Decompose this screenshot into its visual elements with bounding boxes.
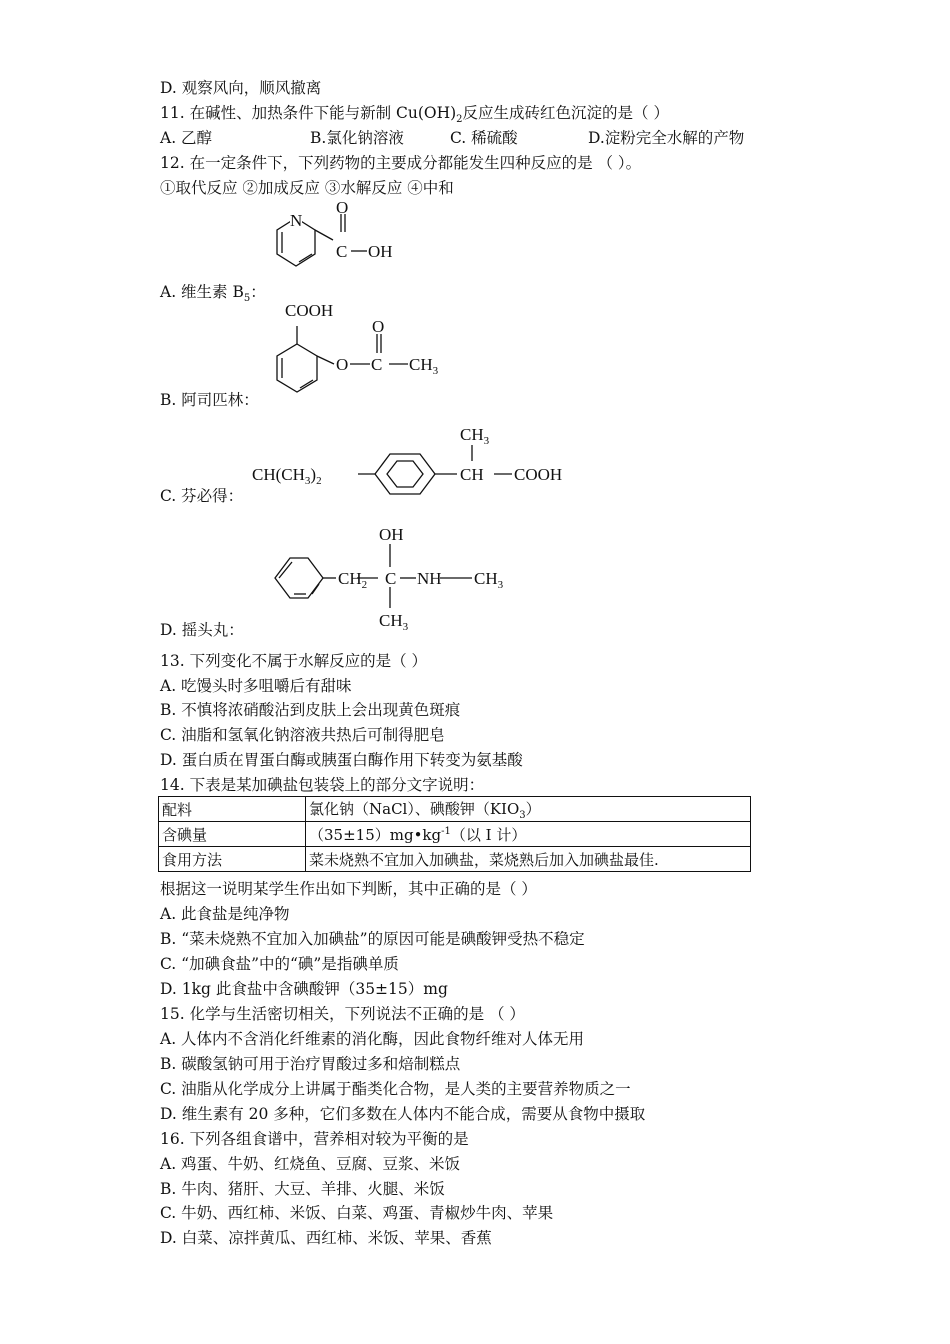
structure-a-vitamin [255,196,425,286]
table-cell-value: 菜未烧熟不宜加入加碘盐，菜烧熟后加入加碘盐最佳. [306,847,751,872]
q11-option-c: C. 稀硫酸 [450,129,518,147]
chem-ester-c: C [371,355,383,374]
chem-c-atom: C [336,242,348,261]
chem-central-c: C [385,569,397,588]
chem-nh: NH [417,569,442,588]
q11-option-d: D.淀粉完全水解的产物 [588,129,745,147]
q13-option-c: C. 油脂和氢氧化钠溶液共热后可制得肥皂 [160,726,445,744]
chem-cooh-group: COOH [285,301,334,320]
q12-stem: 12. 在一定条件下，下列药物的主要成分都能发生四种反应的是 （ ）。 [160,154,642,172]
chem-o-atom: O [336,198,349,217]
table-row [159,797,751,822]
salt-info-table [158,796,751,872]
q14-option-c: C. “加碘食盐”中的“碘”是指碘单质 [160,955,399,973]
q14-stem: 14. 下表是某加碘盐包装袋上的部分文字说明： [160,776,485,794]
chem-n-atom: N [290,211,303,230]
table-cell-key: 食用方法 [159,847,306,872]
q12-option-a-part1: A. 维生素 B [160,283,244,301]
chem-oh-group: OH [368,242,393,261]
table-cell-key: 配料 [159,797,306,822]
q13-stem: 13. 下列变化不属于水解反应的是（ ） [160,652,428,670]
table-row [159,822,751,847]
chem-top-methyl: $CH_3$ [460,425,490,447]
q16-option-d: D. 白菜、凉拌黄瓜、西红柿、米饭、苹果、香蕉 [160,1229,492,1247]
structure-d-compound [250,520,550,632]
q15-option-b: B. 碳酸氢钠可用于治疗胃酸过多和焙制糕点 [160,1055,461,1073]
q13-option-a: A. 吃馒头时多咀嚼后有甜味 [160,677,352,695]
chem-cooh: COOH [514,465,563,484]
structure-b-aspirin [255,296,465,408]
q11-stem-subscript: 2 [456,114,463,126]
table-cell-key: 含碘量 [159,822,306,847]
q14-option-d: D. 1kg 此食盐中含碘酸钾（35±15）mg [160,980,448,998]
q11-option-a: A. 乙醇 [160,129,213,147]
q16-option-a: A. 鸡蛋、牛奶、红烧鱼、豆腐、豆浆、米饭 [160,1155,461,1173]
q15-option-c: C. 油脂从化学成分上讲属于酯类化合物，是人类的主要营养物质之一 [160,1080,631,1098]
q11-stem [160,103,669,130]
q12-option-a [160,282,266,309]
q13-option-b: B. 不慎将浓硝酸沾到皮肤上会出现黄色斑痕 [160,701,461,719]
q11-stem-part2: 反应生成砖红色沉淀的是（ ） [462,104,669,122]
q15-stem: 15. 化学与生活密切相关，下列说法不正确的是 （ ） [160,1005,525,1023]
q16-option-c: C. 牛奶、西红柿、米饭、白菜、鸡蛋、青椒炒牛肉、苹果 [160,1204,554,1222]
table-row [159,847,751,872]
q12-option-a-part2: ： [250,283,266,301]
q11-stem-part1: 11. 在碱性、加热条件下能与新制 Cu(OH) [160,104,457,122]
q12-option-c: C. 芬必得： [160,487,244,505]
table-cell-value: 氯化钠（NaCl）、碘酸钾$(KIO_3)$ [306,797,751,822]
chem-methylene: $CH_2$ [338,569,368,591]
chem-isopropyl: $CH(CH_3)_2$ [252,465,322,487]
chem-c-methyl: $CH_3$ [379,611,409,632]
q10-option-d: D. 观察风向，顺风撤离 [160,79,322,97]
chem-carbonyl-o: O [372,317,385,336]
q16-stem: 16. 下列各组食谱中，营养相对较为平衡的是 [160,1130,469,1148]
q12-option-a-subscript: 5 [243,293,251,305]
table-cell-value: $(35\pm 15)mg•kg^{-1}$（以 I 计） [306,822,751,847]
chem-ch: CH [460,465,484,484]
q15-option-d: D. 维生素有 20 多种，它们多数在人体内不能合成，需要从食物中摄取 [160,1105,646,1123]
q12-reactions: ①取代反应 ②加成反应 ③水解反应 ④中和 [160,179,454,197]
q11-option-b: B.氯化钠溶液 [310,129,404,147]
q12-option-d: D. 摇头丸： [160,621,244,639]
q14-follow-up: 根据这一说明某学生作出如下判断，其中正确的是（ ） [160,880,537,898]
chem-ester-o: O [336,355,349,374]
q15-option-a: A. 人体内不含消化纤维素的消化酶，因此食物纤维对人体无用 [160,1030,585,1048]
q14-option-a: A. 此食盐是纯净物 [160,905,290,923]
chem-hydroxyl: OH [379,525,404,544]
q13-option-d: D. 蛋白质在胃蛋白酶或胰蛋白酶作用下转变为氨基酸 [160,751,523,769]
structure-c-ibuprofen [250,418,590,498]
q14-option-b: B. “菜未烧熟不宜加入加碘盐”的原因可能是碘酸钾受热不稳定 [160,930,585,948]
q16-option-b: B. 牛肉、猪肝、大豆、羊排、火腿、米饭 [160,1180,445,1198]
chem-n-methyl: $CH_3$ [474,569,504,591]
q12-option-b: B. 阿司匹林： [160,391,259,409]
chem-methyl: $CH_3$ [409,355,439,377]
